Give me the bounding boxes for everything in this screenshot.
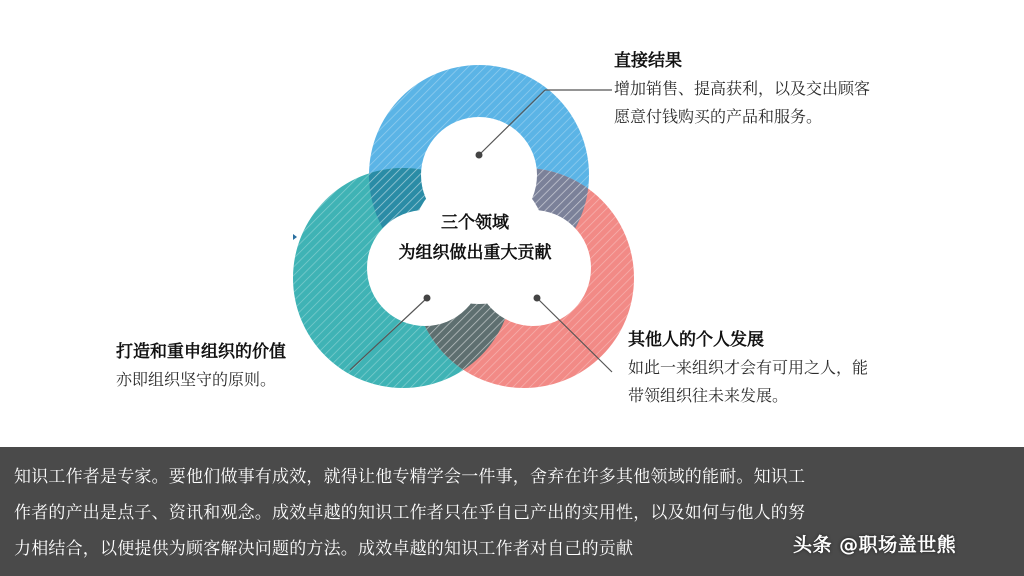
label-organization-values-title: 打造和重申组织的价值 [116,342,286,362]
leader-dot-bottom-left [424,295,431,302]
footer-line-3: 力相结合，以便提供为顾客解决问题的方法。成效卓越的知识工作者对自己的贡献 [14,539,634,559]
center-caption-line1: 三个领域 [441,213,509,233]
label-organization-values [116,338,286,394]
label-direct-results-desc-2: 愿意付钱购买的产品和服务。 [614,107,823,126]
watermark-text: 头条 @职场盖世熊 [793,534,957,556]
label-people-development-title: 其他人的个人发展 [628,330,764,350]
label-organization-values-desc-1: 亦即组织坚守的原则。 [116,370,277,389]
label-direct-results [614,47,870,131]
center-caption [370,208,580,268]
leader-dot-bottom-right [534,295,541,302]
small-arrow-marker [293,234,297,240]
label-people-development [628,326,868,410]
footer-line-1: 知识工作者是专家。要他们做事有成效，就得让他专精学会一件事，舍弃在许多其他领域的能耐。知识工 [14,467,806,487]
label-direct-results-desc-1: 增加销售、提高获利，以及交出顾客 [614,79,871,98]
label-people-development-desc-2: 带领组织往未来发展。 [628,386,789,405]
footer-line-2: 作者的产出是点子、资讯和观念。成效卓越的知识工作者只在乎自己产出的实用性，以及如何与他人的努 [14,503,806,523]
label-people-development-desc-1: 如此一来组织才会有可用之人，能 [628,358,869,377]
label-direct-results-title: 直接结果 [614,51,682,71]
center-caption-line2: 为组织做出重大贡献 [398,243,552,263]
leader-dot-top-right [476,152,483,159]
